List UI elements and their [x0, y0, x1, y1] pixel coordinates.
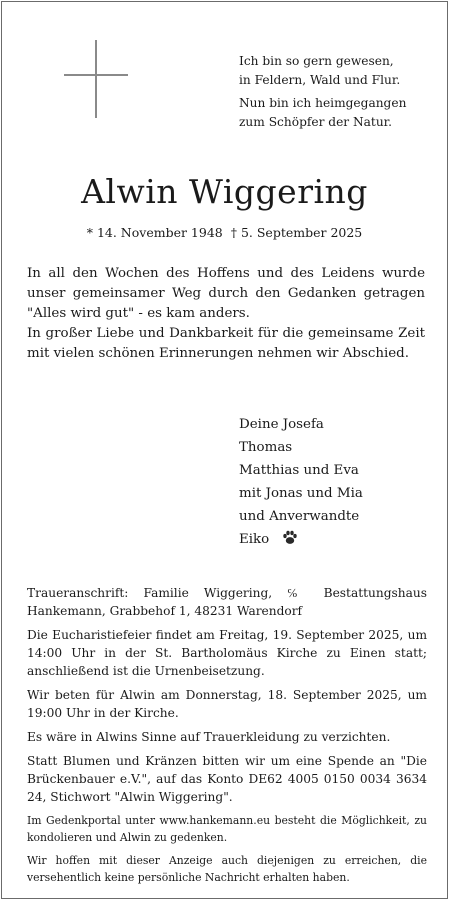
poem-line: Nun bin ich heimgegangen [239, 96, 407, 110]
obituary-notice [1, 1, 448, 899]
poem-line: in Feldern, Wald und Flur. [239, 72, 401, 87]
funeral-information [27, 584, 427, 892]
life-dates [2, 225, 447, 240]
mass-details: Die Eucharistiefeier findet am Freitag, 19. September 2025, um 14:00 Uhr in der St. Bartholomäus Kirche zu Einen statt; anschließend ist die Urnenbeisetzung. [27, 628, 427, 678]
signature-line: Eiko [239, 532, 270, 547]
message-paragraph: In all den Wochen des Hoffens und des Leidens wurde unser gemeinsamer Weg durch den Gedanken getragen "Alles wird gut" - es kam anders. [27, 266, 425, 321]
deceased-name: Alwin Wiggering [81, 172, 368, 211]
signature-line: Thomas [239, 440, 293, 455]
birth-date: * 14. November 1948 [86, 225, 223, 240]
farewell-message [27, 264, 425, 364]
signature-line: und Anverwandte [239, 509, 360, 524]
paw-print-icon [282, 530, 298, 553]
poem-stanza [239, 94, 439, 131]
closing-note: Wir hoffen mit dieser Anzeige auch diejenigen zu erreichen, die versehentlich keine persönliche Nachricht erhalten haben. [27, 854, 427, 884]
poem [239, 52, 439, 136]
memorial-portal-note: Im Gedenkportal unter www.hankemann.eu besteht die Möglichkeit, zu kondolieren und Alwin zu gedenken. [27, 814, 427, 844]
prayer-details: Wir beten für Alwin am Donnerstag, 18. September 2025, um 19:00 Uhr in der Kirche. [27, 688, 427, 720]
poem-stanza [239, 52, 439, 89]
signature-line-pet [239, 528, 363, 553]
message-paragraph: In großer Liebe und Dankbarkeit für die gemeinsame Zeit mit vielen schönen Erinnerungen nehmen wir Abschied. [27, 326, 425, 361]
clothing-note: Es wäre in Alwins Sinne auf Trauerkleidung zu verzichten. [27, 730, 391, 744]
signatures [239, 413, 363, 553]
mourning-address: Traueranschrift: Familie Wiggering, ℅ Bestattungshaus Hankemann, Grabbehof 1, 48231 Warendorf [27, 586, 427, 618]
donation-request: Statt Blumen und Kränzen bitten wir um eine Spende an "Die Brückenbauer e.V.", auf das Konto DE62 4005 0150 0034 3634 24, Stichwort "Alwin Wiggering". [27, 754, 427, 804]
signature-line: Deine Josefa [239, 417, 324, 432]
signature-line: mit Jonas und Mia [239, 486, 363, 501]
poem-line: Ich bin so gern gewesen, [239, 54, 394, 68]
death-date: † 5. September 2025 [230, 225, 363, 240]
signature-line: Matthias und Eva [239, 463, 359, 478]
poem-line: zum Schöpfer der Natur. [239, 114, 393, 129]
